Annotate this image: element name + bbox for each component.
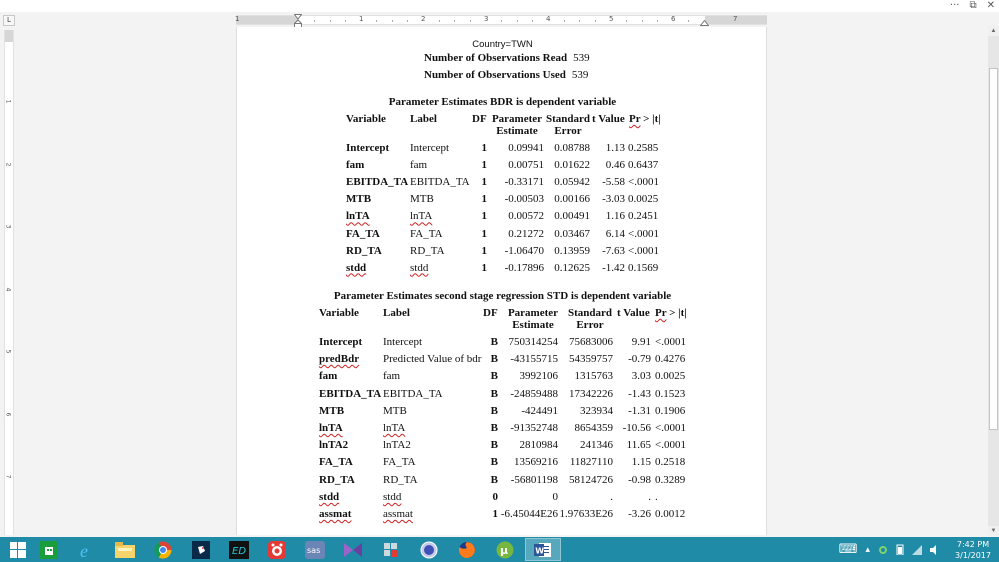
col-estimate [507,307,559,331]
cell-label: RD_TA [383,473,418,486]
table1-title: Parameter Estimates BDR is dependent variable [388,96,617,108]
cell-tvalue: -3.26 [628,508,651,520]
ruler-left-margin [236,16,298,24]
network-signal-icon[interactable] [912,545,922,555]
cell-df: B [490,439,498,452]
cell-tvalue: -0.98 [628,473,651,486]
table-row [237,353,768,367]
cell-stderr: 0.12625 [554,261,590,274]
cell-estimate: -0.33171 [504,176,544,189]
vs-icon [343,541,363,559]
col-pr [629,113,661,125]
cell-tvalue: -7.63 [602,244,625,257]
taskbar-file-explorer[interactable] [107,538,143,561]
col-pr-b: > |t| [640,113,661,125]
table-row [237,228,768,242]
obs-used-label: Number of Observations Used [424,69,566,81]
cell-pvalue: <.0001 [628,227,659,240]
ruler-tick [595,20,596,22]
obs-read-line [424,52,590,64]
table-row [237,491,768,505]
ruler-tick [439,20,440,22]
cell-estimate: 0.00751 [508,159,544,172]
cell-tvalue: . [648,490,651,503]
ruler-tick [532,20,533,22]
taskbar-app-grid[interactable] [373,538,409,561]
col-stderr-l1: Standard [546,113,591,125]
cell-label: EBITDA_TA [410,176,470,189]
cell-estimate: 13569216 [514,456,558,469]
battery-icon[interactable] [896,544,904,555]
close-icon[interactable]: ✕ [986,0,995,11]
cell-variable: EBITDA_TA [319,387,382,400]
col-estimate-l2: Estimate [512,319,554,331]
cell-estimate: -24859488 [510,387,558,400]
col-df: DF [472,113,487,125]
table-row [237,439,768,453]
cell-df: B [490,336,498,348]
cell-df: B [490,370,498,383]
cell-estimate: -1.06470 [504,244,544,257]
cell-df: 1 [481,193,487,206]
cell-estimate: 0.21272 [508,227,544,240]
vertical-ruler[interactable] [4,30,14,535]
svg-text:sas: sas [307,545,321,555]
cell-label: FA_TA [383,456,416,469]
cell-pvalue: <.0001 [655,422,686,434]
cell-stderr: 0.13959 [554,244,590,257]
firefox-icon [458,541,476,559]
ruler-tick [407,20,408,22]
cell-pvalue: 0.4276 [655,353,686,366]
cell-tvalue: -10.56 [622,422,651,434]
cell-label: RD_TA [410,244,445,257]
cell-estimate: -424491 [521,404,558,417]
obs-used-value: 539 [571,69,589,81]
first-line-indent-marker[interactable] [294,14,302,28]
globe-icon [420,541,438,559]
ed-icon [229,541,249,559]
tab-selector-button[interactable]: L [3,15,15,26]
col-estimate [491,113,543,137]
ruler-number: 4 [546,15,551,23]
cell-tvalue: -1.42 [602,261,625,274]
country-heading: Country=TWN [472,39,533,50]
cell-variable: MTB [319,404,345,417]
cell-stderr: 323934 [580,404,613,417]
cell-estimate: -91352748 [510,422,558,434]
col-stderr [567,307,613,331]
scroll-down-icon[interactable]: ▼ [988,526,999,536]
ruler-tick [314,20,315,22]
table-row [237,176,768,190]
cell-label: Intercept [383,336,423,348]
ruler-tick [642,20,643,22]
cell-label: Intercept [410,142,450,154]
cell-variable: lnTA [346,210,370,223]
ruler-number: 6 [4,412,12,417]
table-row [237,159,768,173]
touch-keyboard-icon[interactable]: ⌨ [838,542,858,557]
cell-pvalue: <.0001 [655,336,686,348]
window-controls [950,0,995,12]
table-row [237,456,768,470]
ruler-tick [345,20,346,22]
taskbar-utorrent[interactable] [487,538,523,561]
cell-pvalue: 0.2585 [628,142,659,154]
col-pr-a: Pr [629,113,641,125]
cell-variable: FA_TA [319,456,353,469]
ruler-tick [470,20,471,22]
cell-pvalue: 0.1523 [655,387,686,400]
cell-tvalue: 0.46 [605,159,625,172]
cell-estimate: -56801198 [510,473,558,486]
obs-read-value: 539 [573,52,590,64]
obs-read-label: Number of Observations Read [424,52,568,64]
col-stderr-l2: Error [554,125,582,137]
cell-stderr: 1.97633E26 [559,508,613,520]
sync-icon[interactable] [878,545,888,555]
cell-pvalue: <.0001 [628,176,659,189]
cell-df: 0 [492,490,498,503]
col-stderr [546,113,590,137]
cell-df: B [490,456,498,469]
ruler-tick [579,20,580,22]
cell-stderr: 0.05942 [554,176,590,189]
col-estimate-l1: Parameter [491,113,543,125]
cell-estimate: -0.00503 [504,193,544,206]
table-row [237,422,768,436]
cell-df: B [490,387,498,400]
title-bar [0,0,999,12]
table-row [237,210,768,224]
ruler-tick [376,20,377,22]
folder-icon [115,542,135,558]
col-estimate-l2: Estimate [496,125,538,137]
utorrent-icon [496,541,514,559]
cell-estimate: 2810984 [519,439,558,452]
table-row [237,193,768,207]
cell-label: lnTA [410,210,433,223]
cell-label: stdd [410,261,429,274]
taskbar-visual-studio[interactable] [335,538,371,561]
ruler-top-margin [5,30,13,42]
cell-pvalue: 0.1906 [655,404,686,417]
cell-variable: MTB [346,193,372,206]
ruler-number: 1 [4,99,12,104]
cell-df: 1 [481,159,487,172]
ribbon-display-options-button[interactable]: ··· [949,0,960,11]
ruler-number: 1 [359,15,364,23]
svg-text:ED: ED [232,545,247,557]
grid-app-icon [382,541,400,559]
cell-df: 1 [481,210,487,223]
cell-pvalue: 0.6437 [628,159,659,172]
restore-icon[interactable]: ⧉ [969,0,977,11]
obs-used-line [424,69,588,81]
scroll-up-icon[interactable]: ▲ [988,26,999,36]
cell-variable: FA_TA [346,227,380,240]
cell-tvalue: 3.03 [631,370,651,383]
taskbar-app-red[interactable] [259,538,295,561]
document-page[interactable] [236,27,767,535]
red-app-icon [268,541,286,559]
table-row [237,142,768,156]
ruler-tick [501,20,502,22]
cell-label: fam [383,370,401,383]
cell-estimate: -43155715 [510,353,558,366]
ruler-number: 6 [671,15,676,23]
vertical-scrollbar[interactable] [988,26,999,536]
ruler-tick [330,20,331,22]
cell-tvalue: -1.31 [628,404,651,417]
cell-tvalue: -0.79 [628,353,651,366]
cell-pvalue: . [655,490,658,503]
cell-label: lnTA [383,422,406,434]
ruler-number: 3 [4,224,12,229]
cell-estimate: 750314254 [508,336,558,348]
cell-df: 1 [481,261,487,274]
clock-time: 7:42 PM [956,539,990,549]
system-tray [839,537,999,562]
ruler-number: 5 [609,15,614,23]
cell-df: B [490,473,498,486]
ruler-tick [626,20,627,22]
table2-header [237,307,768,333]
taskbar-app-globe[interactable] [411,538,447,561]
cell-estimate: 0.00572 [508,210,544,223]
cell-df: B [490,353,498,366]
cell-stderr: 11827110 [569,456,613,469]
cell-label: EBITDA_TA [383,387,443,400]
ruler-number: 7 [4,474,12,479]
ruler-number: 4 [4,287,12,292]
ruler-tick [564,20,565,22]
ruler-number: 1 [235,15,240,23]
cell-estimate: -0.17896 [504,261,544,274]
cell-label: MTB [383,404,407,417]
cell-tvalue: 1.15 [631,456,651,469]
col-estimate-l1: Parameter [507,307,559,319]
cell-label: MTB [410,193,434,206]
clock-date: 3/1/2017 [955,550,991,560]
taskbar-internet-explorer[interactable] [69,538,105,561]
col-tvalue: t Value [617,307,650,319]
cell-label: assmat [383,508,413,520]
table-row [237,474,768,488]
right-indent-marker[interactable] [700,20,709,26]
cell-variable: fam [346,159,365,172]
cell-tvalue: -3.03 [602,193,625,206]
cell-pvalue: 0.0025 [655,370,686,383]
ruler-number: 2 [4,162,12,167]
clock[interactable] [947,539,999,561]
cell-df: B [490,422,498,434]
col-stderr-l1: Standard [567,307,613,319]
cell-variable: stdd [346,261,367,274]
cell-variable: RD_TA [346,244,382,257]
cell-variable: assmat [319,508,352,520]
cell-df: 1 [481,176,487,189]
cell-label: fam [410,159,428,172]
table-row [237,262,768,276]
cell-tvalue: -1.43 [628,387,651,400]
table1-header [237,113,768,139]
table-row [237,405,768,419]
volume-icon[interactable] [930,545,939,555]
cell-stderr: 1315763 [574,370,613,383]
cell-variable: lnTA [319,422,343,434]
cell-label: Predicted Value of bdr [383,353,482,366]
cell-stderr: 75683006 [569,336,613,348]
cell-stderr: 8654359 [574,422,613,434]
col-label: Label [410,113,437,125]
cell-pvalue: 0.3289 [655,473,686,486]
cell-pvalue: 0.1569 [628,261,659,274]
show-hidden-icons-button[interactable]: ▴ [865,544,870,555]
table-row [237,370,768,384]
cell-pvalue: <.0001 [628,244,659,257]
taskbar-sas[interactable] [297,538,333,561]
cell-stderr: 58124726 [569,473,613,486]
store-icon [40,541,58,559]
taskbar-app-dark[interactable] [183,538,219,561]
cell-pvalue: <.0001 [655,439,686,452]
col-tvalue: t Value [592,113,625,125]
word-icon [534,541,552,559]
table-row [237,336,768,350]
cell-tvalue: 1.13 [605,142,625,154]
cell-tvalue: 6.14 [605,227,625,240]
cell-pvalue: 0.2451 [628,210,659,223]
cell-variable: Intercept [346,142,390,154]
windows-logo-icon [10,542,26,558]
cell-variable: Intercept [319,336,363,348]
cell-variable: RD_TA [319,473,355,486]
taskbar-chrome[interactable] [145,538,181,561]
ruler-tick [657,20,658,22]
cell-stderr: 0.00491 [554,210,590,223]
ruler-tick [517,20,518,22]
ruler-number: 2 [421,15,426,23]
cell-df: 1 [481,142,487,154]
ruler-number: 7 [733,15,738,23]
cell-variable: stdd [319,490,340,503]
ruler-number: 3 [484,15,489,23]
cell-tvalue: 1.16 [605,210,625,223]
cell-stderr: 0.01622 [554,159,590,172]
cell-stderr: 241346 [580,439,613,452]
cell-pvalue: 0.2518 [655,456,686,469]
cell-pvalue: 0.0025 [628,193,659,206]
cell-label: FA_TA [410,227,443,240]
cell-label: stdd [383,490,402,503]
scrollbar-thumb[interactable] [989,68,998,430]
ruler-tick [688,20,689,22]
cell-df: 1 [492,508,498,520]
tag-icon [192,541,210,559]
cell-estimate: -6.45044E26 [500,508,558,520]
cell-tvalue: 11.65 [626,439,651,452]
cell-estimate: 0 [552,490,558,503]
svg-text:µ: µ [500,543,509,557]
col-stderr-l2: Error [576,319,604,331]
cell-tvalue: 9.91 [631,336,651,348]
col-variable: Variable [319,307,359,319]
cell-df: 1 [481,244,487,257]
ruler-tick [392,20,393,22]
cell-estimate: 0.09941 [508,142,544,154]
cell-stderr: 54359757 [569,353,613,366]
cell-df: B [490,404,498,417]
table-row [237,245,768,259]
svg-text:W: W [535,546,545,555]
col-pr-b: > |t| [666,307,687,319]
cell-df: 1 [481,227,487,240]
ruler-tick [454,20,455,22]
cell-estimate: 3992106 [519,370,558,383]
ruler-number: 5 [4,349,12,354]
col-pr-a: Pr [655,307,667,319]
col-label: Label [383,307,410,319]
svg-text:e: e [80,540,88,560]
cell-pvalue: 0.0012 [655,508,686,520]
table-row [237,388,768,402]
cell-stderr: 0.00166 [554,193,590,206]
table2-title: Parameter Estimates second stage regression STD is dependent variable [333,290,672,302]
ie-icon [77,540,97,560]
cell-stderr: 0.08788 [554,142,590,154]
cell-variable: EBITDA_TA [346,176,409,189]
taskbar-word[interactable] [525,538,561,561]
cell-stderr: 0.03467 [554,227,590,240]
cell-variable: fam [319,370,338,383]
taskbar [0,537,999,562]
col-df: DF [483,307,498,319]
table-row [237,508,768,522]
col-variable: Variable [346,113,386,125]
cell-tvalue: -5.58 [602,176,625,189]
cell-variable: predBdr [319,353,360,366]
taskbar-store[interactable] [31,538,67,561]
taskbar-firefox[interactable] [449,538,485,561]
chrome-icon [154,541,172,559]
cell-stderr: 17342226 [569,387,613,400]
taskbar-app-ed[interactable] [221,538,257,561]
horizontal-ruler[interactable] [236,15,767,25]
sas-icon [305,541,325,559]
cell-label: lnTA2 [383,439,411,452]
cell-variable: lnTA2 [319,439,349,452]
col-pr [655,307,687,319]
cell-stderr: . [610,490,613,503]
